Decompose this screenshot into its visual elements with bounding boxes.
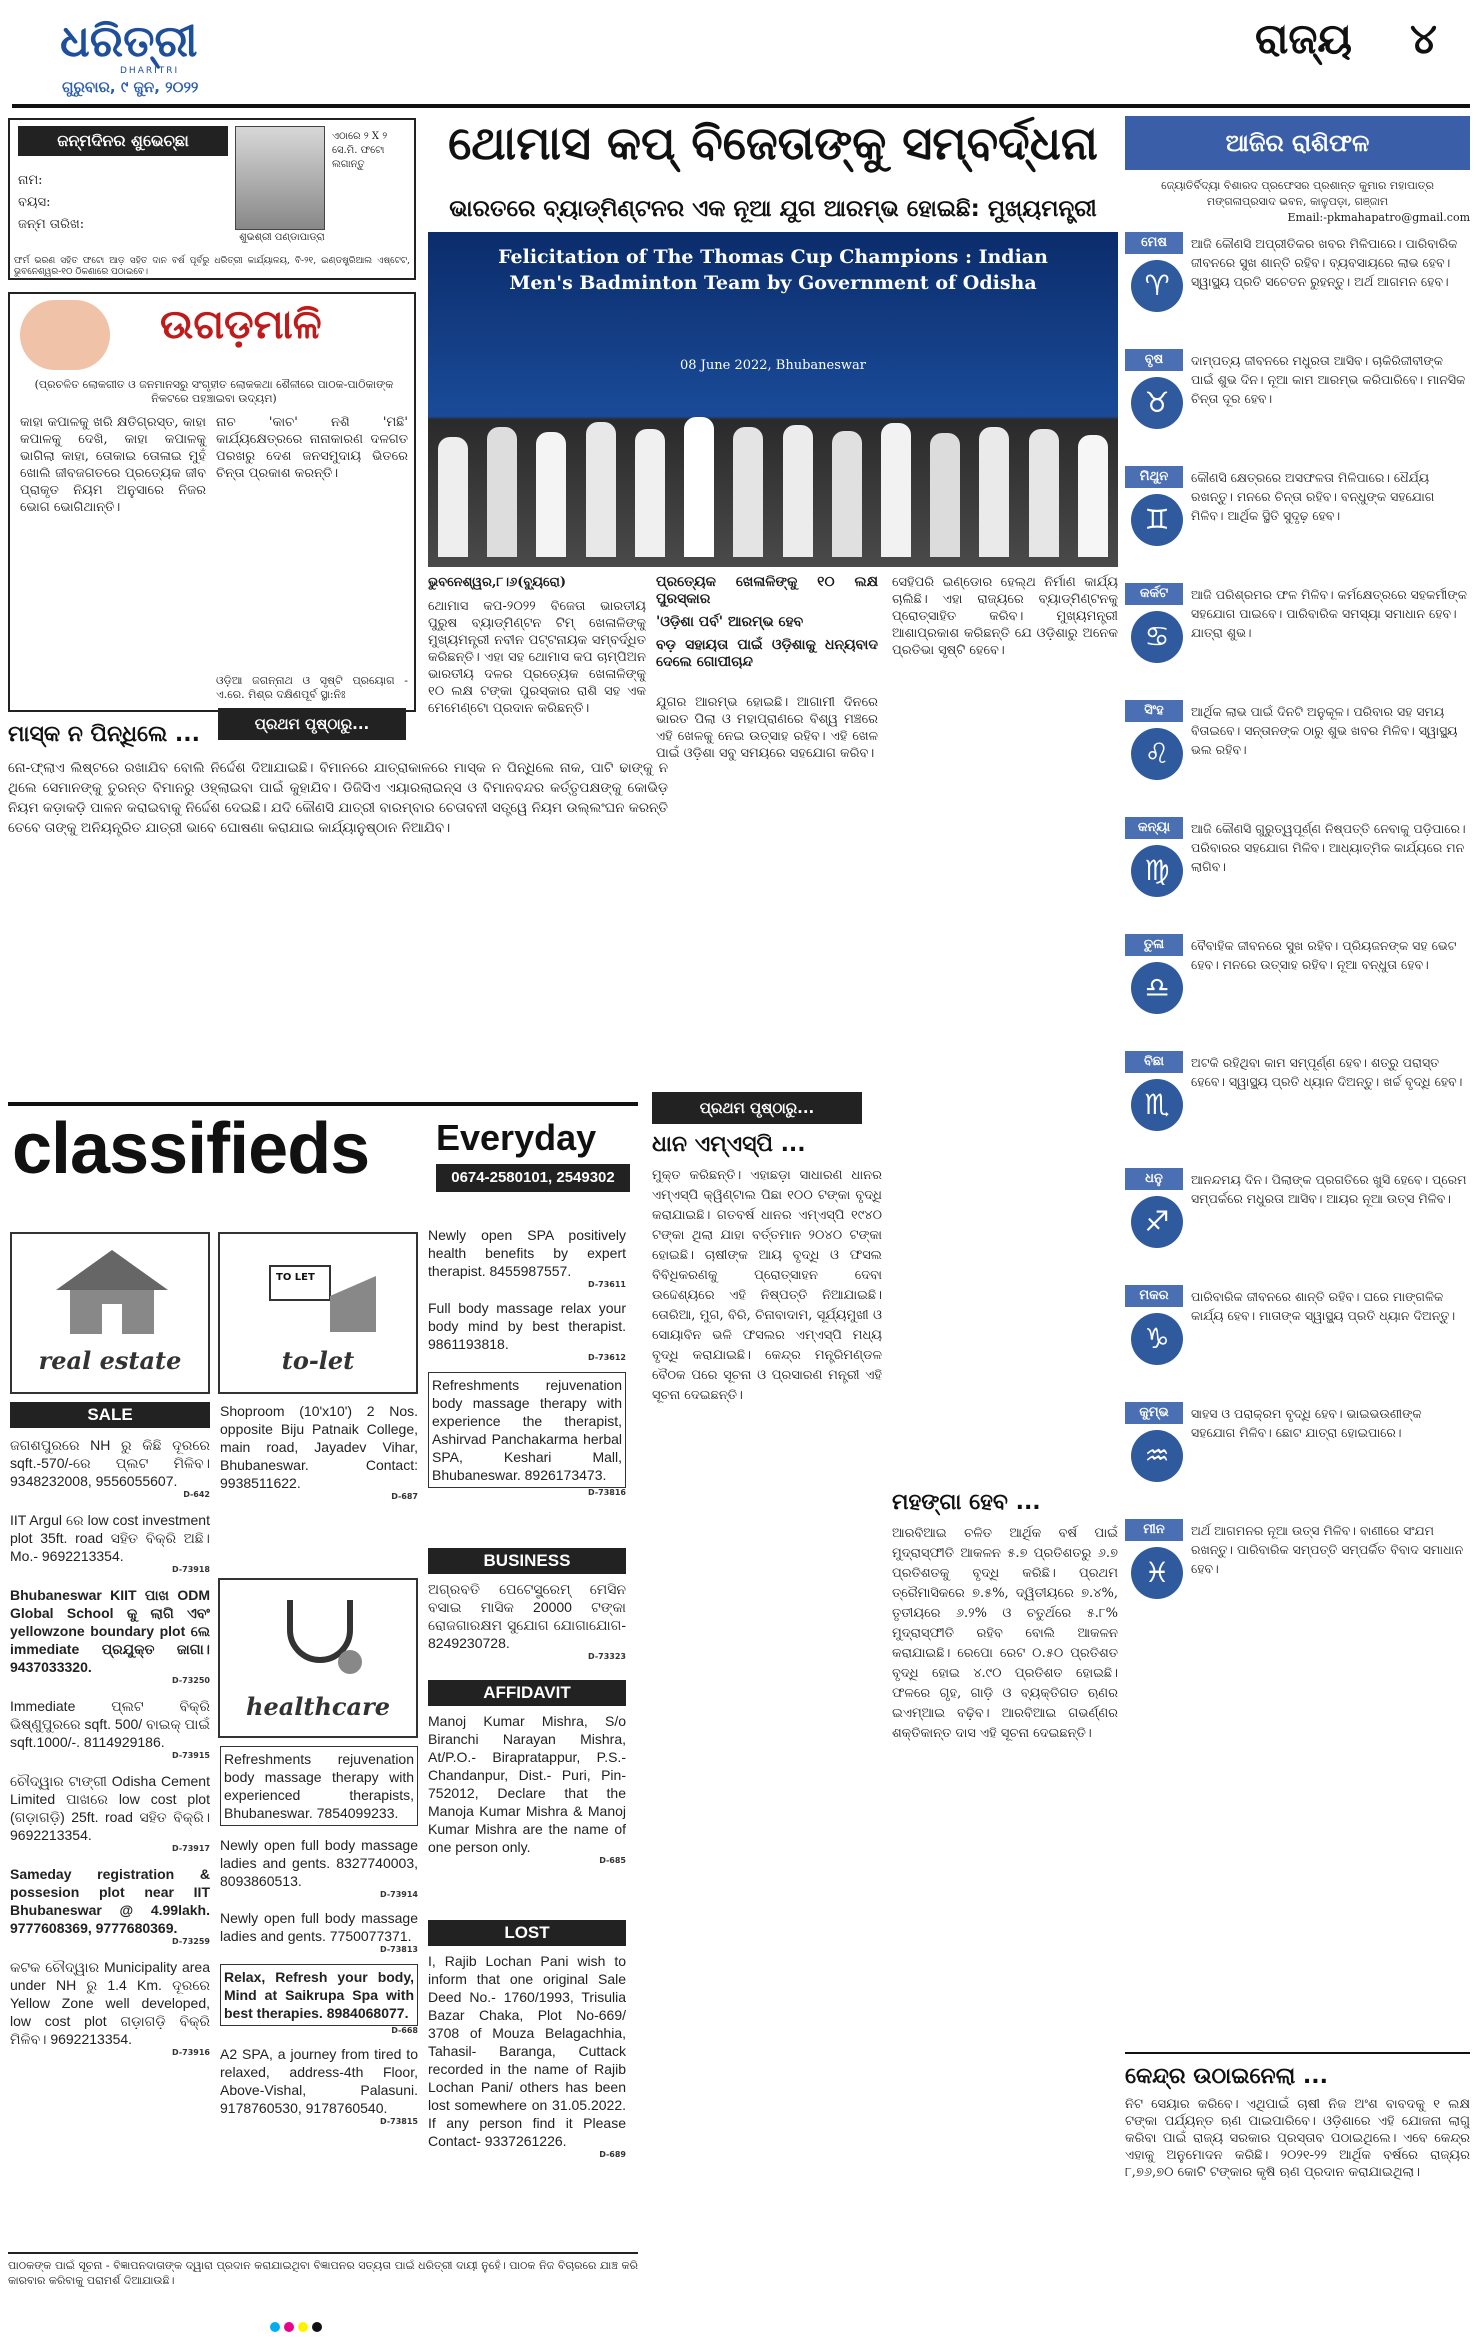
ad-id: D-689 bbox=[599, 2150, 626, 2159]
lead-headline: ଥୋମାସ କପ୍ ବିଜେତାଙ୍କୁ ସମ୍ବର୍ଦ୍ଧନା bbox=[448, 116, 1098, 170]
classified-ad: I, Rajib Lochan Pani wish to inform that one original Sale Deed No.- 1760/1993, Trisulia Bazar Chaka, Plot No-669/ 3708 of Mouza Belagachhia, Tahasil- Baranga, Cuttack recorded in the name of Rajib Lochan Pani/ others has been lost somewhere on 31.05.2022. If any person find it Please Contact- 9337261226. bbox=[428, 1953, 626, 2149]
ad-id: D-687 bbox=[391, 1492, 418, 1501]
healthcare-tile bbox=[218, 1578, 418, 1738]
paddy-body: ମୁକ୍ତ କରିଛନ୍ତି। ଏହାଛଡ଼ା ସାଧାରଣ ଧାନର ଏମ୍ଏସ୍‌ପି କ୍ୱିଣ୍ଟାଲ ପିଛା ୧୦୦ ଟଙ୍କା ବୃଦ୍ଧି କରାଯାଇଛି। ଗତବର୍ଷ ଧାନର ଏମ୍ଏସ୍‌ପି ୧୯୪୦ ଟଙ୍କା ଥିଲା ଯାହା ବର୍ତ୍ତମାନ ୨୦୪୦ ଟଙ୍କା ହୋଇଛି। ଚାଷୀଙ୍କ ଆୟ ବୃଦ୍ଧି ଓ ଫସଲ ବିବିଧିକରଣକୁ ପ୍ରୋତ୍ସାହନ ଦେବା ଉଦ୍ଦେଶ୍ୟରେ ଏହି ନିଷ୍ପତ୍ତି ନିଆଯାଇଛି। ତୋରିଆ, ମୁଗ, ବିରି, ଚିନାବାଦାମ, ସୂର୍ଯ୍ୟମୁଖୀ ଓ ସୋୟାବିନ ଭଳି ଫସଲର ଏମ୍ଏସ୍‌ପି ମଧ୍ୟ ବୃଦ୍ଧି କରାଯାଇଛି। କେନ୍ଦ୍ର ମନ୍ତ୍ରିମଣ୍ଡଳ ବୈଠକ ପରେ ସୂଚନା ଓ ପ୍ରସାରଣ ମନ୍ତ୍ରୀ ଏହି ସୂଚନା ଦେଇଛନ୍ତି। bbox=[652, 1168, 882, 1403]
virgo-icon: ♍ bbox=[1131, 845, 1183, 897]
classified-ad: Bhubaneswar KIIT ପାଖ ODM Global School କୁ ଲାଗି ଏବଂ yellowzone boundary plot ଲେ immediate ପ୍ରଯୁକ୍ତ ଜାଗା। 9437033320. bbox=[10, 1587, 210, 1675]
tile-caption: to-let bbox=[281, 1346, 355, 1375]
sale-header: SALE bbox=[10, 1402, 210, 1428]
child-photo bbox=[235, 126, 325, 230]
lead-photo bbox=[428, 232, 1118, 567]
mask-title: ମାସ୍କ ନ ପିନ୍ଧିଲେ ... bbox=[8, 722, 200, 747]
rashi-name: ମକର bbox=[1125, 1285, 1183, 1307]
centre-title: କେନ୍ଦ୍ର ଉଠାଇନେଲା ... bbox=[1125, 2064, 1328, 2089]
rashi-text: ଆଜି କୌଣସି ଅପ୍ରୀତିକର ଖବର ମିଳିପାରେ। ପାରିବାରିକ ଜୀବନରେ ସୁଖ ଶାନ୍ତି ରହିବ। ବ୍ୟବସାୟରେ ଲାଭ ହେବ। ସ୍ୱାସ୍ଥ୍ୟ ପ୍ରତି ସଚେତନ ରୁହନ୍ତୁ। ଅର୍ଥ ଆଗମନ ହେବ। bbox=[1191, 236, 1458, 289]
rashi-text: ସାହସ ଓ ପରାକ୍ରମ ବୃଦ୍ଧି ହେବ। ଭାଇଭଉଣୀଙ୍କ ସହଯୋଗ ମିଳିବ। ଛୋଟ ଯାତ୍ରା ହୋଇପାରେ। bbox=[1191, 1406, 1422, 1440]
photo-banner: Felicitation of The Thomas Cup Champions : Indian Men's Badminton Team by Government of Odisha bbox=[498, 246, 1048, 294]
birthday-box bbox=[8, 118, 416, 280]
cartoon-icon bbox=[20, 300, 110, 370]
field-dob: ଜନ୍ମ ତାରିଖ: bbox=[18, 217, 85, 232]
rashi-row bbox=[1125, 817, 1470, 929]
stethoscope-icon bbox=[270, 1590, 370, 1680]
field-name: ନାମ: bbox=[18, 173, 43, 188]
ad-id: D-73916 bbox=[172, 2048, 210, 2057]
cancer-icon: ♋ bbox=[1131, 611, 1183, 663]
classified-ad: Immediate ପ୍ଲଟ ବିକ୍ରି ଭିଷ୍ଣୁପୁରରେ sqft. 500/ ବାଇକ୍ ପାଇଁ sqft.1000/-. 8114929186. bbox=[10, 1698, 210, 1750]
rashi-text: ବୈବାହିକ ଜୀବନରେ ସୁଖ ରହିବ। ପ୍ରିୟଜନଙ୍କ ସହ ଭେଟ ହେବ। ମନରେ ଉତ୍ସାହ ରହିବ। ନୂଆ ବନ୍ଧୁତା ହେବ। bbox=[1191, 938, 1457, 972]
inflation-body: ଆରବିଆଇ ଚଳିତ ଆର୍ଥିକ ବର୍ଷ ପାଇଁ ମୁଦ୍ରାସ୍ଫୀତି ଆକଳନ ୫.୭ ପ୍ରତିଶତରୁ ୬.୭ ପ୍ରତିଶତକୁ ବୃଦ୍ଧି କରିଛି। ପ୍ରଥମ ତ୍ରୈମାସିକରେ ୭.୫%, ଦ୍ୱିତୀୟରେ ୭.୪%, ତୃତୀୟରେ ୬.୨% ଓ ଚତୁର୍ଥରେ ୫.୮% ମୁଦ୍ରାସ୍ଫୀତି ରହିବ ବୋଲି ଆକଳନ କରାଯାଇଛି। ରେପୋ ରେଟ ୦.୫୦ ପ୍ରତିଶତ ବୃଦ୍ଧି ହୋଇ ୪.୯୦ ପ୍ରତିଶତ ହୋଇଛି। ଫଳରେ ଗୃହ, ଗାଡ଼ି ଓ ବ୍ୟକ୍ତିଗତ ଋଣର ଇଏମ୍ଆଇ ବଢ଼ିବ। ଆରବିଆଇ ଗଭର୍ଣ୍ଣର ଶକ୍ତିକାନ୍ତ ଦାସ ଏହି ସୂଚନା ଦେଇଛନ୍ତି। bbox=[892, 1526, 1118, 1741]
rashi-row bbox=[1125, 583, 1470, 695]
lead-body-3: ସେହିପରି ଇଣ୍ଡୋର ହେଲ୍ଥ ନିର୍ମାଣ କାର୍ଯ୍ୟ ଚାଲିଛି। ଏହା ରାଜ୍ୟରେ ବ୍ୟାଡ୍ମିଣ୍ଟନକୁ ପ୍ରୋତ୍ସାହିତ କରିବ। ମୁଖ୍ୟମନ୍ତ୍ରୀ ଆଶାପ୍ରକାଶ କରିଛନ୍ତି ଯେ ଓଡ଼ିଶାରୁ ଅନେକ ପ୍ରତିଭା ସୃଷ୍ଟି ହେବେ। bbox=[892, 575, 1118, 658]
continued-tag-paddy: ପ୍ରଥମ ପୃଷ୍ଠାରୁ... bbox=[652, 1092, 862, 1124]
centre-body: ନିଟ ସେୟାର କରିବେ। ଏଥିପାଇଁ ଚାଷୀ ନିଜ ଅଂଶ ବାବଦକୁ ୧ ଲକ୍ଷ ଟଙ୍କା ପର୍ଯ୍ୟନ୍ତ ଋଣ ପାଇପାରିବେ। ଓଡ଼ିଶାରେ ଏହି ଯୋଜନା ଲାଗୁ କରିବା ପାଇଁ ରାଜ୍ୟ ସରକାର ପ୍ରସ୍ତାବ ପଠାଇଥିଲେ। ଏବେ କେନ୍ଦ୍ର ଏହାକୁ ଅନୁମୋଦନ କରିଛି। ୨୦୨୧-୨୨ ଆର୍ଥିକ ବର୍ଷରେ ରାଜ୍ୟର ୮,୭୬,୭୦ କୋଟି ଟଙ୍କାର କୃଷି ଋଣ ପ୍ରଦାନ କରାଯାଇଥିଲା। bbox=[1125, 2097, 1470, 2180]
classified-ad: ଅଗ୍ରବତି ପେଟେସ୍ଟ୍ରେମ୍ ମେସିନ ବସାଇ ମାସିକ 20000 ଟଙ୍କା ରୋଜଗାରକ୍ଷମ ସୁଯୋଗ ଯୋଗାଯୋଗ- 8249230728. bbox=[428, 1581, 626, 1651]
classified-ad: Refreshments rejuvenation body massage therapy with experienced therapists, Bhubaneswar. 7854099233. bbox=[220, 1746, 418, 1826]
affidavit-ad bbox=[428, 1712, 626, 1865]
rashi-name: ତୁଳା bbox=[1125, 934, 1183, 956]
to-let-sign-text: TO LET bbox=[276, 1272, 315, 1283]
photo-date: 08 June 2022, Bhubaneswar bbox=[679, 358, 866, 373]
rashi-name: ବିଛା bbox=[1125, 1051, 1183, 1073]
paddy-title: ଧାନ ଏମ୍ଏସ୍‌ପି ... bbox=[652, 1132, 806, 1157]
ad-id: D-73915 bbox=[172, 1751, 210, 1760]
aquarius-icon: ♒ bbox=[1131, 1430, 1183, 1482]
lead-bullet: 'ଓଡ଼ିଶା ପର୍ବ' ଆରମ୍ଭ ହେବ bbox=[656, 614, 804, 630]
logo-subtitle: DHARITRI bbox=[120, 66, 180, 76]
classified-ad: Manoj Kumar Mishra, S/o Biranchi Narayan Mishra, At/P.O.- Birapratappur, P.S.- Chandanpur, Dist.- Puri, Pin- 752012, Declare that the Manoja Kumar Mishra & Manoj Kumar Mishra are the name of one person only. bbox=[428, 1713, 626, 1855]
photo-people bbox=[438, 407, 1108, 557]
classifieds-rule bbox=[8, 1102, 638, 1106]
classified-ad: Newly open full body massage ladies and gents. 8327740003, 8093860513. bbox=[220, 1837, 418, 1889]
birthday-footer: ଫର୍ମ ଭରଣ ସହିତ ଫଟୋ ଆଡ଼ ସହିତ ଦାନ ବର୍ଷ ପୂର୍ବରୁ ଧରିତ୍ରୀ କାର୍ଯ୍ୟାଳୟ, ବି-୨୧, ଇଣ୍ଡଷ୍ଟ୍ରିଆଲ ଏଷ୍ଟେଟ, ଭୁବନେଶ୍ୱର-୧୦ ଠିକଣାରେ ପଠାଇବେ। bbox=[14, 256, 410, 277]
classified-ad: Relax, Refresh your body, Mind at Saikrupa Spa with best therapies. 8984068077. bbox=[220, 1964, 418, 2026]
rashi-name: ବୃଷ bbox=[1125, 349, 1183, 371]
lead-body-1: ଥୋମାସ କପ-୨୦୨୨ ବିଜେତା ଭାରତୀୟ ପୁରୁଷ ବ୍ୟାଡ୍ମିଣ୍ଟନ ଟିମ୍ ଖେଳାଳିଙ୍କୁ ମୁଖ୍ୟମନ୍ତ୍ରୀ ନବୀନ ପଟ୍ଟନାୟକ ସମ୍ବର୍ଦ୍ଧିତ କରିଛନ୍ତି। ଏହା ସହ ଥୋମାସ କପ ଚାମ୍ପିଅନ ଭାରତୀୟ ଦଳର ପ୍ରତ୍ୟେକ ଖେଳାଳିଙ୍କୁ ୧୦ ଲକ୍ଷ ଟଙ୍କା ପୁରସ୍କାର ରାଶି ସହ ଏକ ମେମେଣ୍ଟୋ ପ୍ରଦାନ କରିଛନ୍ତି। bbox=[428, 599, 646, 716]
to-let-sign-icon bbox=[260, 1246, 380, 1336]
ad-id: D-73918 bbox=[172, 1565, 210, 1574]
ad-id: D-668 bbox=[391, 2026, 418, 2035]
rashi-name: ମୀନ bbox=[1125, 1519, 1183, 1541]
rashifal-astrologer: ଜ୍ୟୋତିର୍ବିଦ୍ୟା ବିଶାରଦ ପ୍ରଫେସର ପ୍ରଶାନ୍ତ କୁମାର ମହାପାତ୍ର bbox=[1161, 179, 1434, 192]
leo-icon: ♌ bbox=[1131, 728, 1183, 780]
ad-id: D-73611 bbox=[588, 1280, 626, 1289]
classified-ad: Full body massage relax your body mind by best therapist. 9861193818. bbox=[428, 1300, 626, 1352]
field-age: ବୟସ: bbox=[18, 195, 51, 210]
rashi-name: କନ୍ୟା bbox=[1125, 817, 1183, 839]
business-ad bbox=[428, 1580, 626, 1661]
rashi-row bbox=[1125, 700, 1470, 812]
col3-ad-list bbox=[428, 1226, 626, 1497]
ad-id: D-73323 bbox=[588, 1652, 626, 1661]
classified-ad: ଜଗଶପୁରରେ NH ରୁ କିଛି ଦୂରରେ sqft.-570/-ରେ ପ୍ଲଟ ମିଳିବ। 9348232008, 9556055607. bbox=[10, 1437, 210, 1489]
ad-id: D-73816 bbox=[588, 1488, 626, 1497]
column-intro: (ପ୍ରଚଳିତ ଲୋକଗୀତ ଓ ଜନମାନସରୁ ସଂଗୃହୀତ ଲୋକକଥା ଶୈଳୀରେ ପାଠକ-ପାଠିକାଙ୍କ ନିକଟରେ ପହଞ୍ଚାଇବା ଉଦ୍ୟମ) bbox=[34, 378, 394, 405]
sale-ad-list bbox=[10, 1436, 210, 2057]
lead-bullets bbox=[656, 574, 878, 671]
capricorn-icon: ♑ bbox=[1131, 1313, 1183, 1365]
masthead-rule bbox=[12, 104, 1470, 108]
rashifal-address: ମଙ୍ଗଳାପ୍ରସାଦ ଭବନ, କାଳୁପଡ଼ା, ଗଞ୍ଜାମ bbox=[1206, 195, 1389, 208]
mask-body: ନୋ-ଫ୍ଲାଏ ଲିଷ୍ଟରେ ରଖାଯିବ ବୋଲି ନିର୍ଦ୍ଦେଶ ଦିଆଯାଇଛି। ବିମାନରେ ଯାତ୍ରାକାଳରେ ମାସ୍କ ନ ପିନ୍ଧିଲେ ନାକ, ପାଟି ଢାଙ୍କୁ ନ ଥିଲେ ସେମାନଙ୍କୁ ତୁରନ୍ତ ବିମାନରୁ ଓହ୍ଲାଇବା ପାଇଁ କୁହାଯିବ। ଡିଜିସିଏ ଏୟାରଲାଇନ୍ସ ଓ ବିମାନବନ୍ଦର କର୍ତ୍ତୃପକ୍ଷଙ୍କୁ କୋଭିଡ଼ ନିୟମ କଡ଼ାକଡ଼ି ପାଳନ କରାଇବାକୁ ନିର୍ଦ୍ଦେଶ ଦେଇଛି। ଯଦି କୌଣସି ଯାତ୍ରୀ ବାରମ୍ବାର ଚେତାବନୀ ସତ୍ତ୍ୱେ ନିୟମ ଉଲ୍ଲଂଘନ କରନ୍ତି ତେବେ ତାଙ୍କୁ ଅନିୟନ୍ତ୍ରିତ ଯାତ୍ରୀ ଭାବେ ଘୋଷଣା କରାଯାଇ କାର୍ଯ୍ୟାନୁଷ୍ଠାନ ନିଆଯିବ। bbox=[8, 760, 668, 836]
rashi-name: ମେଷ bbox=[1125, 232, 1183, 254]
lead-bullet: ବଡ଼ ସହାୟତା ପାଇଁ ଓଡ଼ିଶାକୁ ଧନ୍ୟବାଦ ଦେଲେ ଗୋପୀଚାନ୍ଦ bbox=[656, 637, 878, 670]
page-number: ୪ bbox=[1410, 14, 1437, 63]
column-title: ଉଗଡ଼ମାଳି bbox=[160, 302, 322, 348]
rashi-text: ଆଜି ପରିଶ୍ରମର ଫଳ ମିଳିବ। କର୍ମକ୍ଷେତ୍ରରେ ସହକର୍ମୀଙ୍କ ସହଯୋଗ ପାଇବେ। ପାରିବାରିକ ସମସ୍ୟା ସମାଧାନ ହେବ। ଯାତ୍ରା ଶୁଭ। bbox=[1191, 587, 1467, 640]
column-byline: ଓଡ଼ିଆ ଜଗନ୍ନାଥ ଓ ସୃଷ୍ଟି ପ୍ରୟୋଗ - ଏ.ରେ. ମିଶ୍ର ଦକ୍ଷିଣପୂର୍ବ ସ୍ଥା:ନିଃ bbox=[216, 674, 408, 701]
ad-id: D-73815 bbox=[380, 2117, 418, 2126]
rashi-name: ମିଥୁନ bbox=[1125, 466, 1183, 488]
ad-id: D-685 bbox=[599, 1856, 626, 1865]
inflation-title: ମହଙ୍ଗା ହେବ ... bbox=[892, 1490, 1041, 1515]
ad-id: D-73259 bbox=[172, 1937, 210, 1946]
scorpio-icon: ♏ bbox=[1131, 1079, 1183, 1131]
lost-ad bbox=[428, 1952, 626, 2159]
rashi-text: ଆନନ୍ଦମୟ ଦିନ। ପିଲାଙ୍କ ପ୍ରଗତିରେ ଖୁସି ହେବେ। ପ୍ରେମ ସମ୍ପର୍କରେ ମଧୁରତା ଆସିବ। ଆୟର ନୂଆ ଉତ୍ସ ମିଳିବ। bbox=[1191, 1172, 1467, 1206]
rashi-name: କର୍କଟ bbox=[1125, 583, 1183, 605]
lead-bullet: ପ୍ରତ୍ୟେକ ଖେଳାଳିଙ୍କୁ ୧୦ ଲକ୍ଷ ପୁରସ୍କାର bbox=[656, 574, 878, 607]
rashi-text: ଦାମ୍ପତ୍ୟ ଜୀବନରେ ମଧୁରତା ଆସିବ। ଚାକିରିଜୀବୀଙ୍କ ପାଇଁ ଶୁଭ ଦିନ। ନୂଆ କାମ ଆରମ୍ଭ କରିପାରିବେ। ମାନସିକ ଚିନ୍ତା ଦୂର ହେବ। bbox=[1191, 353, 1466, 406]
issue-date: ଗୁରୁବାର, ୯ ଜୁନ, ୨୦୨୨ bbox=[62, 78, 199, 96]
col2-ad-list-lower bbox=[220, 1746, 418, 2126]
business-header: BUSINESS bbox=[428, 1548, 626, 1574]
rashi-row bbox=[1125, 1051, 1470, 1163]
classified-ad: Shoproom (10'x10') 2 Nos. opposite Biju Patnaik College, main road, Jayadev Vihar, Bhubaneswar. Contact: 9938511622. bbox=[220, 1403, 418, 1491]
section-name: ରାଜ୍ୟ bbox=[1255, 14, 1353, 63]
child-name: ଶୁଭଶ୍ରୀ ପଣ୍ଡାପାଡ୍ରା bbox=[239, 232, 325, 243]
readers-notice: ପାଠକଙ୍କ ପାଇଁ ସୂଚନା - ବିଜ୍ଞାପନଦାତାଙ୍କ ଦ୍ୱାରା ପ୍ରଦାନ କରାଯାଇଥିବା ବିଜ୍ଞାପନର ସତ୍ୟତା ପାଇଁ ଧରିତ୍ରୀ ଦାୟୀ ନୁହେଁ। ପାଠକ ନିଜ ବିଚାରରେ ଯାଞ୍ଚ କରି କାରବାର କରିବାକୁ ପରାମର୍ଶ ଦିଆଯାଉଛି। bbox=[8, 2252, 638, 2288]
rashi-row bbox=[1125, 466, 1470, 578]
aries-icon: ♈ bbox=[1131, 260, 1183, 312]
libra-icon: ♎ bbox=[1131, 962, 1183, 1014]
col2-ad-list bbox=[220, 1402, 418, 1501]
continued-tag-mask: ପ୍ରଥମ ପୃଷ୍ଠାରୁ... bbox=[218, 708, 406, 740]
column-box bbox=[8, 292, 416, 712]
lead-subhead: ଭାରତରେ ବ୍ୟାଡ୍ମିଣ୍ଟନର ଏକ ନୂଆ ଯୁଗ ଆରମ୍ଭ ହୋଇଛି: ମୁଖ୍ୟମନ୍ତ୍ରୀ bbox=[449, 196, 1097, 222]
centre-rule bbox=[1125, 2052, 1470, 2054]
rashi-row bbox=[1125, 1519, 1470, 1639]
rashi-text: ଆର୍ଥିକ ଲାଭ ପାଇଁ ଦିନଟି ଅନୁକୂଳ। ପରିବାର ସହ ସମୟ ବିତାଇବେ। ସନ୍ତାନଙ୍କ ଠାରୁ ଶୁଭ ଖବର ମିଳିବ। ସ୍ୱାସ୍ଥ୍ୟ ଭଲ ରହିବ। bbox=[1191, 704, 1458, 757]
rashifal-email: Email:-pkmahapatro@gmail.com bbox=[1287, 211, 1470, 224]
rashi-text: ଅଟକି ରହିଥିବା କାମ ସମ୍ପୂର୍ଣ୍ଣ ହେବ। ଶତ୍ରୁ ପରାସ୍ତ ହେବେ। ସ୍ୱାସ୍ଥ୍ୟ ପ୍ରତି ଧ୍ୟାନ ଦିଅନ୍ତୁ। ଖର୍ଚ୍ଚ ବୃଦ୍ଧି ହେବ। bbox=[1191, 1055, 1463, 1089]
lead-body-2: ଯୁଗର ଆରମ୍ଭ ହୋଇଛି। ଆଗାମୀ ଦିନରେ ଭାରତ ପିଲା ଓ ମହାପ୍ରାଣରେ ବିଶ୍ୱ ମଞ୍ଚରେ ଏହି ଖେଳକୁ ନେଇ ଉତ୍ସାହ ରହିବ। ଏହି ଖେଳ ପାଇଁ ଓଡ଼ିଶା ସବୁ ସମୟରେ ସହଯୋଗ କରିବ। bbox=[656, 695, 878, 761]
ad-id: D-73250 bbox=[172, 1676, 210, 1685]
taurus-icon: ♉ bbox=[1131, 377, 1183, 429]
ad-id: D-73914 bbox=[380, 1890, 418, 1899]
classified-ad: A2 SPA, a journey from tired to relaxed, address-4th Floor, Above-Vishal, Palasuni. 9178760530, 9178760540. bbox=[220, 2046, 418, 2116]
tile-caption: healthcare bbox=[246, 1692, 390, 1721]
lost-header: LOST bbox=[428, 1920, 626, 1946]
real-estate-tile bbox=[10, 1232, 210, 1394]
rashi-text: ଆଜି କୌଣସି ଗୁରୁତ୍ୱପୂର୍ଣ୍ଣ ନିଷ୍ପତ୍ତି ନେବାକୁ ପଡ଼ିପାରେ। ପରିବାରର ସହଯୋଗ ମିଳିବ। ଆଧ୍ୟାତ୍ମିକ କାର୍ଯ୍ୟରେ ମନ ଲାଗିବ। bbox=[1191, 821, 1466, 874]
to-let-tile bbox=[218, 1232, 418, 1394]
classified-ad: IIT Argul ରେ low cost investment plot 35ft. road ସହିତ ବିକ୍ରି ଅଛି। Mo.- 9692213354. bbox=[10, 1512, 210, 1564]
classified-ad: Newly open full body massage ladies and gents. 7750077371. bbox=[220, 1910, 418, 1944]
classified-ad: କଟକ ଚୌଦ୍ୱାର Municipality area under NH ରୁ 1.4 Km. ଦୂରରେ Yellow Zone well developed, low cost plot ଗଡ଼ାଗଡ଼ି ବିକ୍ରି ମିଳିବ। 9692213354. bbox=[10, 1959, 210, 2047]
classified-ad: Newly open SPA positively health benefits by expert therapist. 8455987557. bbox=[428, 1227, 626, 1279]
column-poem-right: ନାଚ 'କାଚ' ନଶି 'ମଛି' କାର୍ଯ୍ୟକ୍ଷେତ୍ରରେ ନାନାକାରଣ ଦଳଗତ ପରଖରୁ ଦେଶ ଜନସମୁଦାୟ ଭିତରେ ଚିନ୍ତା ପ୍ରକାଶ କରନ୍ତି। bbox=[216, 415, 408, 481]
tile-caption: real estate bbox=[38, 1346, 182, 1375]
classified-ad: ଚୌଦ୍ୱାର ଟାଙ୍ଗୀ Odisha Cement Limited ପାଖରେ low cost plot (ଗଡ଼ାଗଡ଼ି) 25ft. road ସହିତ ବିକ୍ରି। 9692213354. bbox=[10, 1773, 210, 1843]
house-icon bbox=[52, 1246, 172, 1336]
rashi-text: ପାରିବାରିକ ଜୀବନରେ ଶାନ୍ତି ରହିବ। ଘରେ ମାଙ୍ଗଳିକ କାର୍ଯ୍ୟ ହେବ। ମାତାଙ୍କ ସ୍ୱାସ୍ଥ୍ୟ ପ୍ରତି ଧ୍ୟାନ ଦିଅନ୍ତୁ। bbox=[1191, 1289, 1456, 1323]
ad-id: D-642 bbox=[183, 1490, 210, 1499]
gemini-icon: ♊ bbox=[1131, 494, 1183, 546]
rashi-row bbox=[1125, 349, 1470, 461]
rashi-row bbox=[1125, 1285, 1470, 1397]
classifieds-title: classifieds bbox=[12, 1109, 370, 1189]
rashi-row bbox=[1125, 1168, 1470, 1280]
classified-ad: Refreshments rejuvenation body massage therapy with experience the therapist, Ashirvad Panchakarma herbal SPA, Keshari Mall, Bhubaneswar. 8926173473. bbox=[428, 1372, 626, 1488]
classified-ad: Sameday registration & possesion plot near IIT Bhubaneswar @ 4.99lakh. 9777608369, 9777680369. bbox=[10, 1866, 210, 1936]
classifieds-phones: 0674-2580101, 2549302 bbox=[436, 1164, 630, 1192]
registration-marks bbox=[270, 2322, 350, 2332]
rashi-row bbox=[1125, 232, 1470, 344]
affidavit-header: AFFIDAVIT bbox=[428, 1680, 626, 1706]
lead-dateline: ଭୁବନେଶ୍ୱର,୮।୬(ବ୍ୟୁରୋ) bbox=[428, 575, 566, 590]
sagittarius-icon: ♐ bbox=[1131, 1196, 1183, 1248]
column-poem-left: କାହା କପାଳକୁ ଖରି କ୍ଷତିଗ୍ରସ୍ତ, କାହା କପାଳକୁ ଦେଖି, କାହା କପାଳକୁ ଭାଗିଲା କାହା, ତୋକାଇ ତୋଳାଇ ମୁହଁ ଖୋଲି ଜୀବଜଗତରେ ପ୍ରତ୍ୟେକ ଜୀବ ପ୍ରାକୃତ ନିୟମ ଅନୁସାରେ ନିଜର ଭୋଗ ଭୋଗିଥାନ୍ତି। bbox=[20, 415, 206, 515]
rashifal-title: ଆଜିର ରାଶିଫଳ bbox=[1125, 116, 1470, 170]
rashi-row bbox=[1125, 934, 1470, 1046]
pisces-icon: ♓ bbox=[1131, 1547, 1183, 1599]
birthday-title: ଜନ୍ମଦିନର ଶୁଭେଚ୍ଛା bbox=[18, 126, 228, 156]
birthday-fields bbox=[18, 170, 218, 236]
rashi-name: ସିଂହ bbox=[1125, 700, 1183, 722]
classifieds-everyday: Everyday bbox=[436, 1117, 597, 1158]
rashi-text: ଅର୍ଥ ଆଗମନର ନୂଆ ଉତ୍ସ ମିଳିବ। ବାଣୀରେ ସଂଯମ ରଖନ୍ତୁ। ପାରିବାରିକ ସମ୍ପତ୍ତି ସମ୍ପର୍କିତ ବିବାଦ ସମାଧାନ ହେବ। bbox=[1191, 1523, 1464, 1576]
ad-id: D-73917 bbox=[172, 1844, 210, 1853]
rashi-row bbox=[1125, 1402, 1470, 1514]
rashi-name: କୁମ୍ଭ bbox=[1125, 1402, 1183, 1424]
photo-note: ଏଠାରେ ୨ X ୨ ସେ.ମି. ଫଟୋ ଲଗାନ୍ତୁ bbox=[332, 131, 388, 170]
ad-id: D-73612 bbox=[588, 1353, 626, 1362]
rashi-name: ଧନୁ bbox=[1125, 1168, 1183, 1190]
logo-wordmark: ଧରିତ୍ରୀ bbox=[60, 16, 198, 67]
ad-id: D-73813 bbox=[380, 1945, 418, 1954]
rashi-text: କୌଣସି କ୍ଷେତ୍ରରେ ଅସଫଳତା ମିଳିପାରେ। ଧୈର୍ଯ୍ୟ ରଖନ୍ତୁ। ମନରେ ଚିନ୍ତା ରହିବ। ବନ୍ଧୁଙ୍କ ସହଯୋଗ ମିଳିବ। ଆର୍ଥିକ ସ୍ଥିତି ସୁଦୃଢ଼ ହେବ। bbox=[1191, 470, 1435, 523]
